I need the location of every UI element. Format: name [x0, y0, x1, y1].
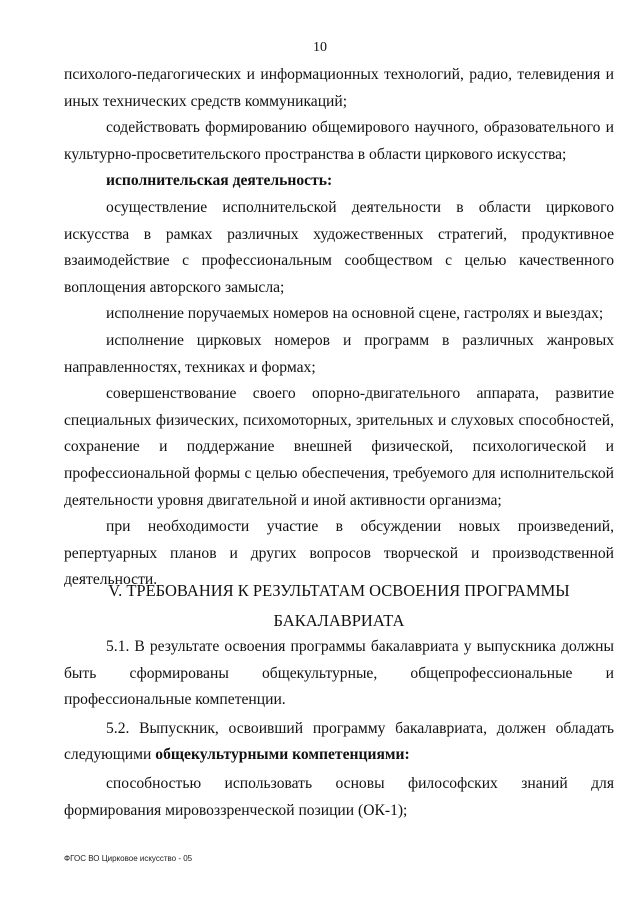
- subsection-title: [64, 168, 614, 195]
- paragraph: психолого-педагогических и информационных технологий, радио, телевидения и иных технических средств коммуникаций;: [64, 66, 614, 110]
- paragraph-text: 5.2. Выпускник, освоивший программу бакалавриата, должен обладать следующими: [64, 719, 614, 764]
- paragraph: способностью использовать основы философских знаний для формирования мировоззренческой позиции (ОК-1);: [64, 774, 614, 819]
- paragraph: осуществление исполнительской деятельности в области циркового искусства в рамках различных художественных стратегий, продуктивное взаимодействие с профессиональным сообществом с целью качественного воплощения авторского замысла;: [64, 198, 614, 296]
- paragraph: содействовать формированию общемирового научного, образовательного и культурно-просветительского пространства в области циркового искусства;: [64, 119, 614, 163]
- subsection-title-text: исполнительская деятельность:: [106, 172, 333, 190]
- section-heading: [64, 576, 614, 636]
- paragraph: исполнение поручаемых номеров на основной сцене, гастролях и выездах;: [106, 305, 604, 323]
- page-number: 10: [313, 40, 327, 55]
- paragraph: при необходимости участие в обсуждении новых произведений, репертуарных планов и других вопросов творческой и производственной деятельности.: [64, 518, 614, 589]
- section-heading-line1: V. ТРЕБОВАНИЯ К РЕЗУЛЬТАТАМ ОСВОЕНИЯ ПРОГРАММЫ: [108, 581, 570, 600]
- section-body: [64, 634, 614, 824]
- emphasis-text: общекультурными компетенциями:: [155, 746, 410, 764]
- paragraph: [64, 716, 614, 769]
- paragraph: 5.1. В результате освоения программы бакалавриата у выпускника должны быть сформированы общекультурные, общепрофессиональные и профессиональные компетенции.: [64, 638, 614, 709]
- paragraph: совершенствование своего опорно-двигательного аппарата, развитие специальных физических, психомоторных, зрительных и слуховых способностей, сохранение и поддержание внешней физической, психологической и профессиональной формы с целью обеспечения, требуемого для исполнительской деятельности уровня двигательной и иной активности организма;: [64, 385, 614, 509]
- section-heading-line2: БАКАЛАВРИАТА: [273, 611, 405, 630]
- footer-note: ФГОС ВО Цирковое искусство - 05: [64, 854, 193, 863]
- paragraph: исполнение цирковых номеров и программ в различных жанровых направленностях, техниках и формах;: [64, 331, 614, 376]
- document-body: [64, 62, 614, 594]
